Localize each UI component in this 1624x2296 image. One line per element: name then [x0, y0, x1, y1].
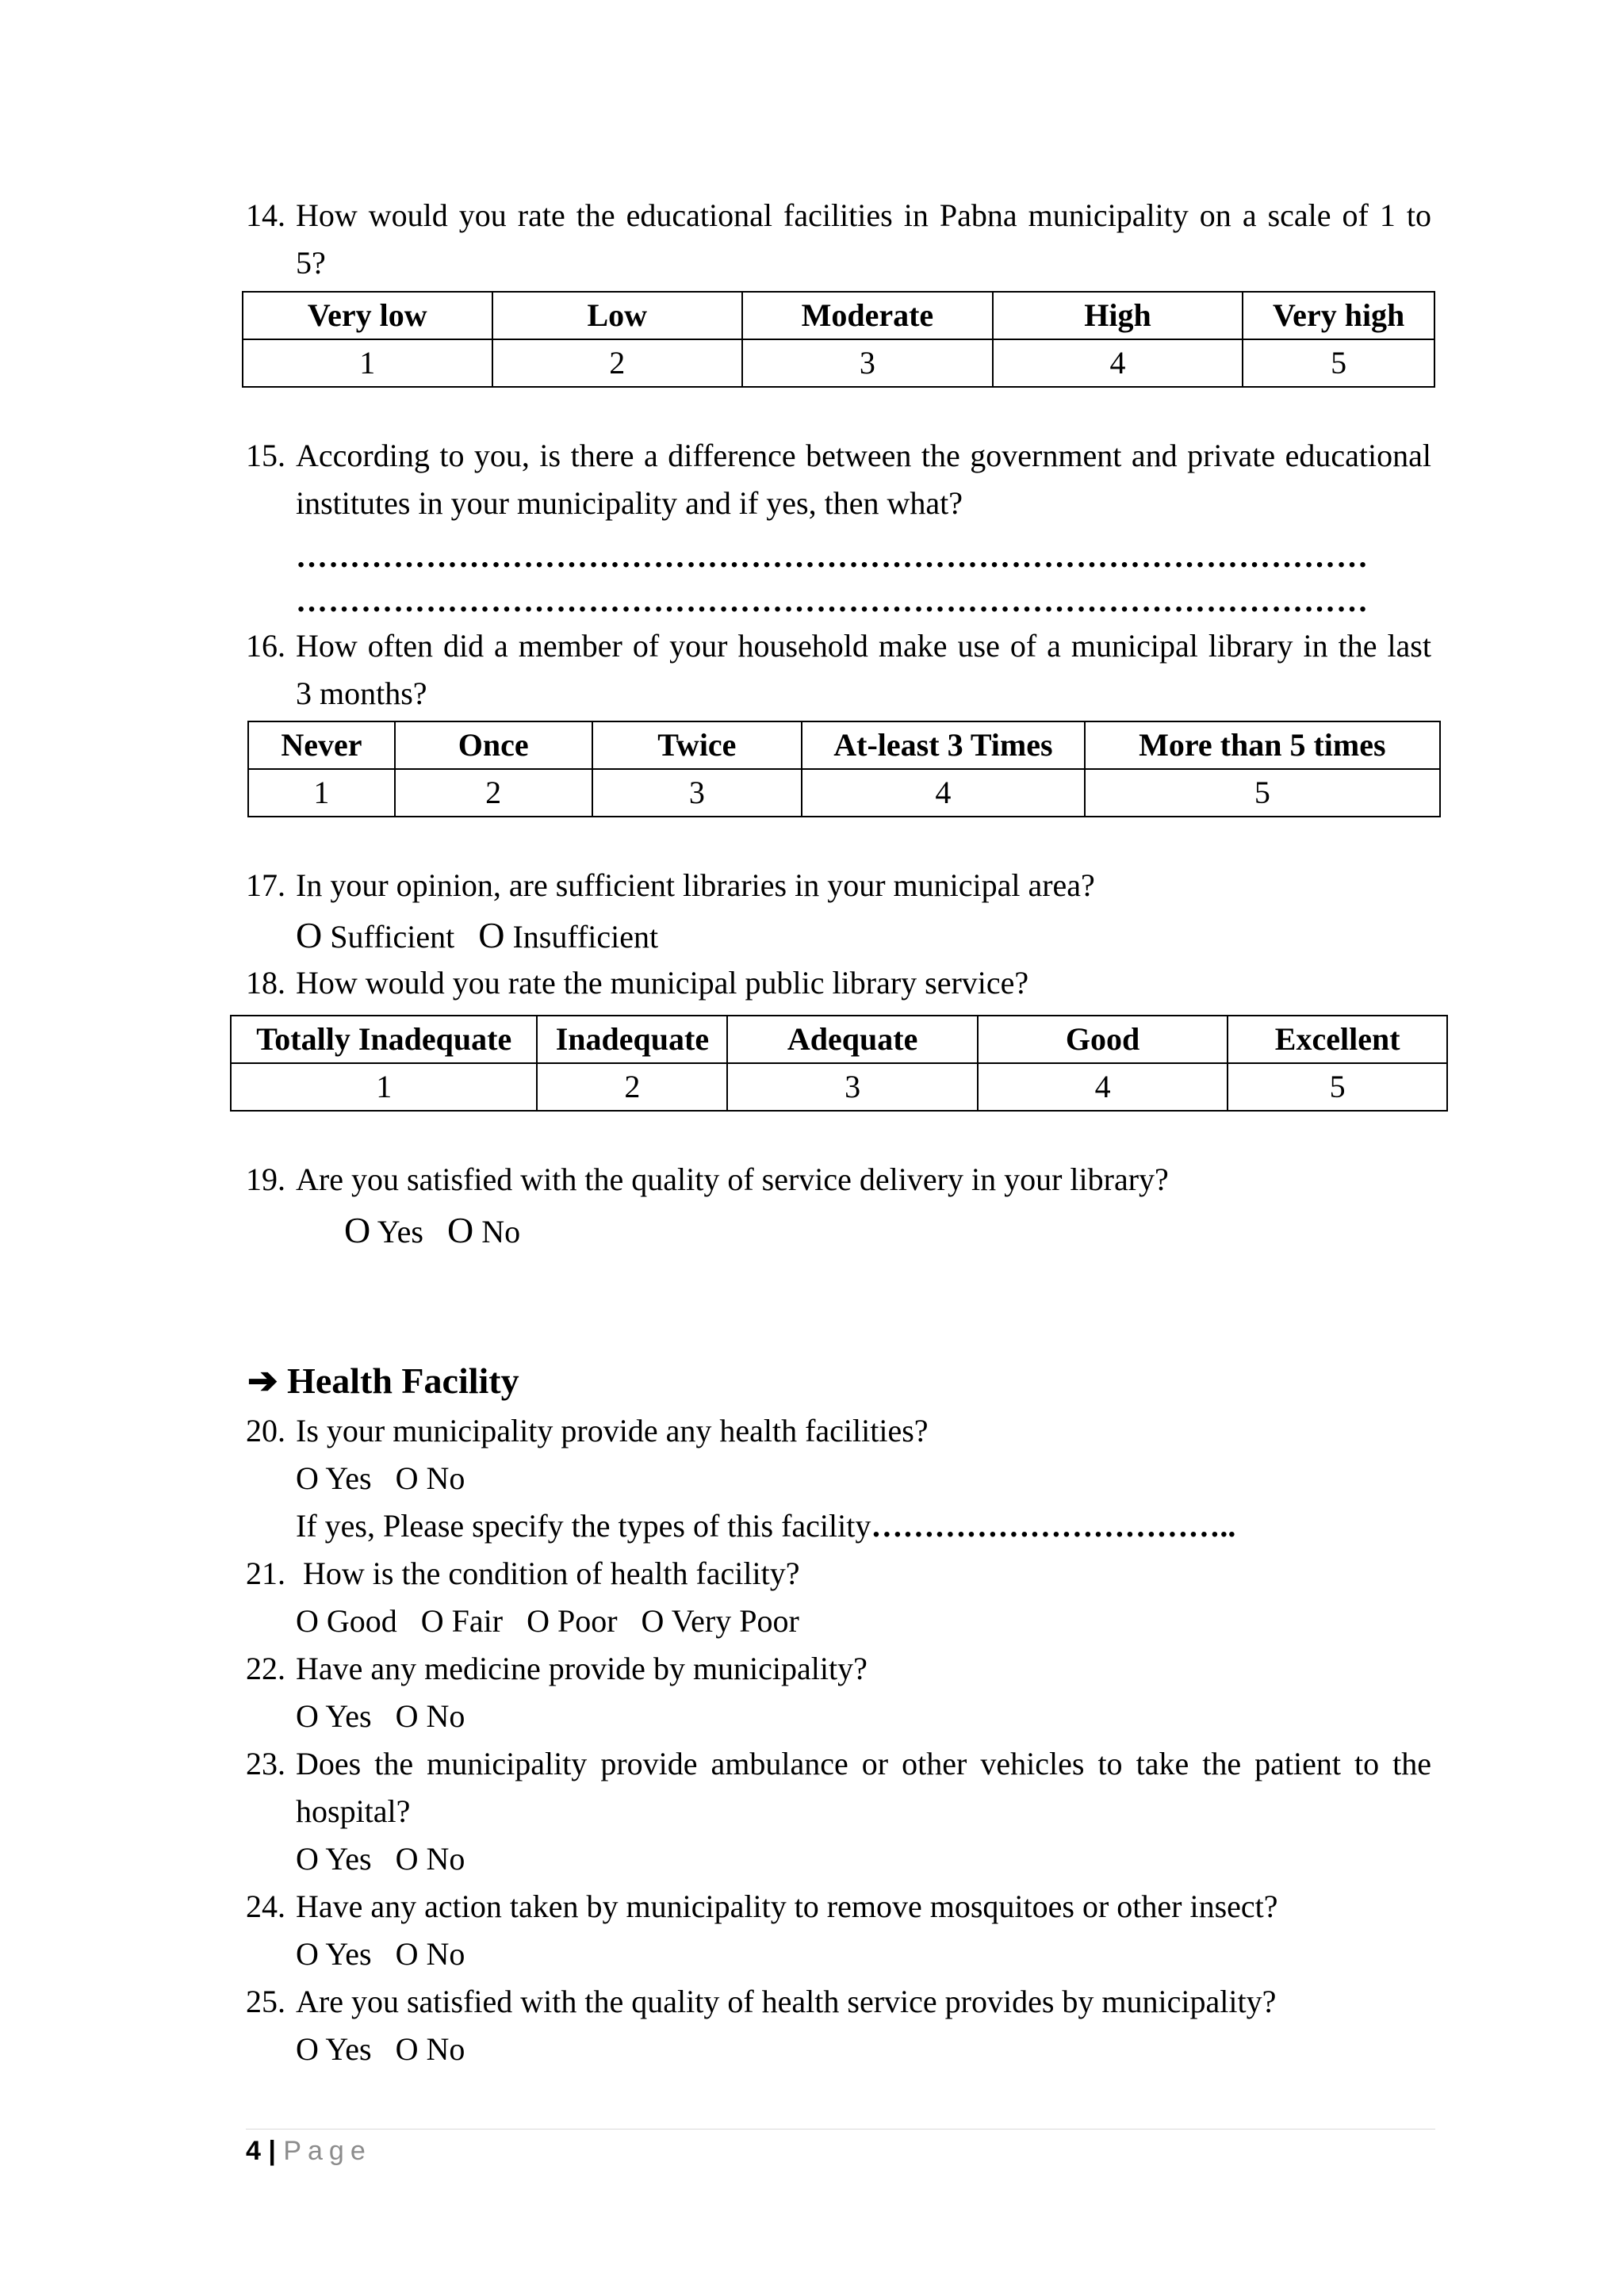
- scale-value[interactable]: 3: [742, 339, 993, 387]
- question-text: According to you, is there a difference between the government and private educational: [296, 438, 1431, 473]
- question-number: 21.: [246, 1556, 285, 1591]
- question-number: 16.: [246, 628, 285, 664]
- radio-option-no[interactable]: O No: [446, 1210, 521, 1250]
- scale-value[interactable]: 4: [993, 339, 1243, 387]
- question-text-continued: 5?: [296, 245, 326, 281]
- radio-option-insufficient[interactable]: O Insufficient: [478, 915, 659, 955]
- scale-value[interactable]: 2: [395, 769, 592, 817]
- question-number: 14.: [246, 197, 285, 233]
- question-text: How is the condition of health facility?: [303, 1556, 800, 1591]
- scale-header: Inadequate: [537, 1016, 727, 1063]
- scale-header: Never: [248, 721, 395, 769]
- question-text: How often did a member of your household make use of a municipal library in the last: [296, 628, 1431, 664]
- page-label: Page: [283, 2136, 372, 2166]
- page-footer: [246, 2133, 372, 2169]
- question-text-continued: hospital?: [296, 1793, 411, 1829]
- answer-options[interactable]: O Yes O No: [296, 1460, 465, 1496]
- scale-header: Adequate: [727, 1016, 978, 1063]
- question-number: 23.: [246, 1746, 285, 1781]
- question-text: In your opinion, are sufficient libraries in your municipal area?: [296, 867, 1095, 903]
- question-number: 18.: [246, 965, 285, 1001]
- question-number: 15.: [246, 438, 285, 473]
- radio-circle-icon: O: [478, 915, 505, 955]
- question-text: Have any action taken by municipality to remove mosquitoes or other insect?: [296, 1888, 1278, 1924]
- page-number: 4: [246, 2136, 261, 2166]
- question-text-continued: institutes in your municipality and if yes, then what?: [296, 485, 963, 521]
- scale-value[interactable]: 3: [592, 769, 802, 817]
- answer-dotted-line[interactable]: ……………………………..: [871, 1508, 1236, 1544]
- radio-option-yes[interactable]: O Yes: [344, 1210, 423, 1250]
- scale-value[interactable]: 1: [231, 1063, 537, 1111]
- question-text: Is your municipality provide any health facilities?: [296, 1413, 929, 1448]
- scale-header: Moderate: [742, 292, 993, 339]
- scale-header: More than 5 times: [1085, 721, 1440, 769]
- scale-header: Twice: [592, 721, 802, 769]
- scale-header: Very low: [243, 292, 492, 339]
- question-number: 25.: [246, 1984, 285, 2019]
- scale-header: Good: [978, 1016, 1228, 1063]
- scale-header: Very high: [1243, 292, 1434, 339]
- answer-options: [344, 1207, 520, 1256]
- scale-value[interactable]: 1: [248, 769, 395, 817]
- question-number: 24.: [246, 1888, 285, 1924]
- radio-circle-icon: O: [344, 1210, 371, 1250]
- scale-value[interactable]: 5: [1085, 769, 1440, 817]
- scale-value[interactable]: 1: [243, 339, 492, 387]
- rating-scale-table: [242, 291, 1435, 388]
- scale-value[interactable]: 4: [802, 769, 1085, 817]
- question-text: Does the municipality provide ambulance or other vehicles to take the patient to the: [296, 1746, 1431, 1781]
- question-text: Have any medicine provide by municipality?: [296, 1651, 868, 1686]
- question-text: How would you rate the educational facilities in Pabna municipality on a scale of 1 to: [296, 197, 1431, 233]
- library-rating-table: [230, 1015, 1448, 1112]
- question-text: How would you rate the municipal public library service?: [296, 965, 1029, 1001]
- radio-option-sufficient[interactable]: O Sufficient: [296, 915, 455, 955]
- answer-options[interactable]: O Yes O No: [296, 1936, 465, 1972]
- scale-header: Totally Inadequate: [231, 1016, 537, 1063]
- answer-options: [296, 912, 658, 961]
- scale-header: Low: [492, 292, 743, 339]
- question-text-continued: 3 months?: [296, 675, 427, 711]
- answer-options[interactable]: O Yes O No: [296, 1698, 465, 1734]
- footer-divider: [246, 2129, 1435, 2130]
- specify-prompt: If yes, Please specify the types of this facility……………………………..: [296, 1508, 1236, 1544]
- arrow-right-icon: ➔: [247, 1360, 278, 1401]
- scale-value[interactable]: 5: [1228, 1063, 1447, 1111]
- footer-separator: |: [268, 2136, 276, 2166]
- scale-header: Excellent: [1228, 1016, 1447, 1063]
- scale-value[interactable]: 2: [537, 1063, 727, 1111]
- radio-circle-icon: O: [296, 915, 323, 955]
- scale-header: Once: [395, 721, 592, 769]
- scale-header: High: [993, 292, 1243, 339]
- frequency-scale-table: [247, 721, 1441, 817]
- answer-options[interactable]: O Yes O No: [296, 2031, 465, 2067]
- question-text: Are you satisfied with the quality of service delivery in your library?: [296, 1161, 1169, 1197]
- scale-value[interactable]: 4: [978, 1063, 1228, 1111]
- question-number: 17.: [246, 867, 285, 903]
- answer-options[interactable]: O Good O Fair O Poor O Very Poor: [296, 1603, 799, 1639]
- section-heading: [247, 1357, 519, 1405]
- scale-value[interactable]: 2: [492, 339, 743, 387]
- question-number: 19.: [246, 1161, 285, 1197]
- answer-options[interactable]: O Yes O No: [296, 1841, 465, 1877]
- scale-value[interactable]: 3: [727, 1063, 978, 1111]
- radio-circle-icon: O: [446, 1210, 474, 1250]
- answer-dotted-line[interactable]: ………………………………………………………………………………………: [296, 538, 1369, 574]
- question-number: 20.: [246, 1413, 285, 1448]
- scale-value[interactable]: 5: [1243, 339, 1434, 387]
- scale-header: At-least 3 Times: [802, 721, 1085, 769]
- answer-dotted-line[interactable]: ………………………………………………………………………………………: [296, 583, 1369, 618]
- question-number: 22.: [246, 1651, 285, 1686]
- section-title: Health Facility: [287, 1360, 519, 1401]
- question-text: Are you satisfied with the quality of health service provides by municipality?: [296, 1984, 1277, 2019]
